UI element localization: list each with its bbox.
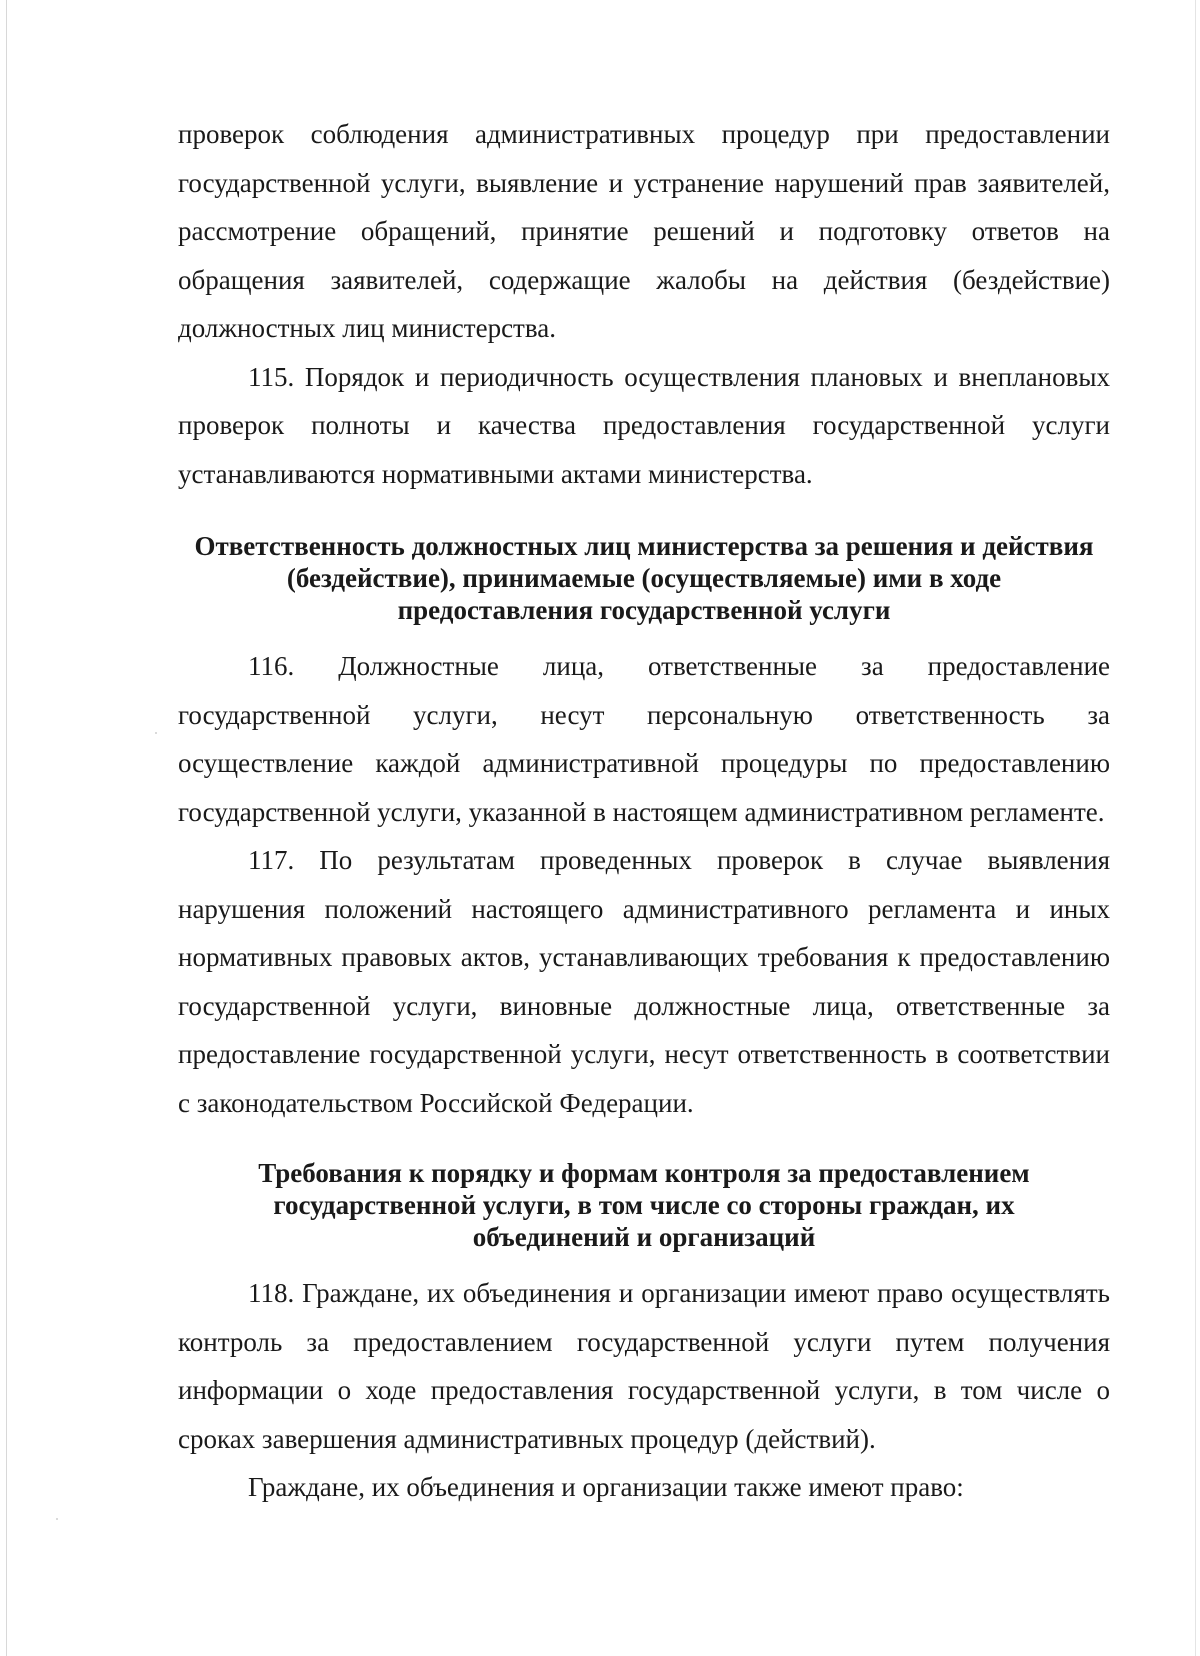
spacer (178, 1127, 1110, 1157)
scan-speck (155, 732, 157, 734)
section-heading-control-requirements (178, 1157, 1110, 1253)
section-heading-responsibility (178, 530, 1110, 626)
scan-speck (56, 1518, 58, 1520)
paragraph-117: 117. По результатам проведенных проверок в случае выявления нарушения положений настоящего административного регламента и иных нормативных правовых актов, устанавливающих требования к предоставлению государственной услуги, виновные должностные лица, ответственные за предоставление государственной услуги, несут ответственность в соответствии с законодательством Российской Федерации. (178, 845, 1110, 1118)
scan-edge-right (1195, 0, 1196, 1656)
document-body (178, 110, 1110, 1512)
heading-line: объединений и организаций (472, 1222, 816, 1252)
heading-line: государственной услуги, в том числе со стороны граждан, их (273, 1190, 1015, 1220)
paragraph-115: 115. Порядок и периодичность осуществления плановых и внеплановых проверок полноты и качества предоставления государственной услуги устанавливаются нормативными актами министерства. (178, 361, 1110, 489)
spacer (178, 498, 1110, 530)
paragraph-citizens-rights-intro: Граждане, их объединения и организации также имеют право: (248, 1472, 964, 1502)
spacer (178, 626, 1110, 642)
heading-line: Требования к порядку и формам контроля за предоставлением (258, 1158, 1030, 1188)
heading-line: Ответственность должностных лиц министерства за решения и действия (194, 531, 1094, 561)
paragraph-118: 118. Граждане, их объединения и организации имеют право осуществлять контроль за предоставлением государственной услуги путем получения информации о ходе предоставления государственной услуги, в том числе о сроках завершения административных процедур (действий). (178, 1278, 1110, 1454)
scan-edge-left (6, 0, 7, 1656)
paragraph-116: 116. Должностные лица, ответственные за предоставление государственной услуги, несут персональную ответственность за осуществление каждой административной процедуры по предоставлению государственной услуги, указанной в настоящем административном регламенте. (178, 651, 1110, 827)
heading-line: предоставления государственной услуги (397, 595, 891, 625)
heading-line: (бездействие), принимаемые (осуществляемые) ими в ходе (286, 563, 1002, 593)
spacer (178, 1253, 1110, 1269)
paragraph-continuation: проверок соблюдения административных процедур при предоставлении государственной услуги, выявление и устранение нарушений прав заявителей, рассмотрение обращений, принятие решений и подготовку ответов на обращения заявителей, содержащие жалобы на действия (бездействие) должностных лиц министерства. (178, 119, 1110, 343)
